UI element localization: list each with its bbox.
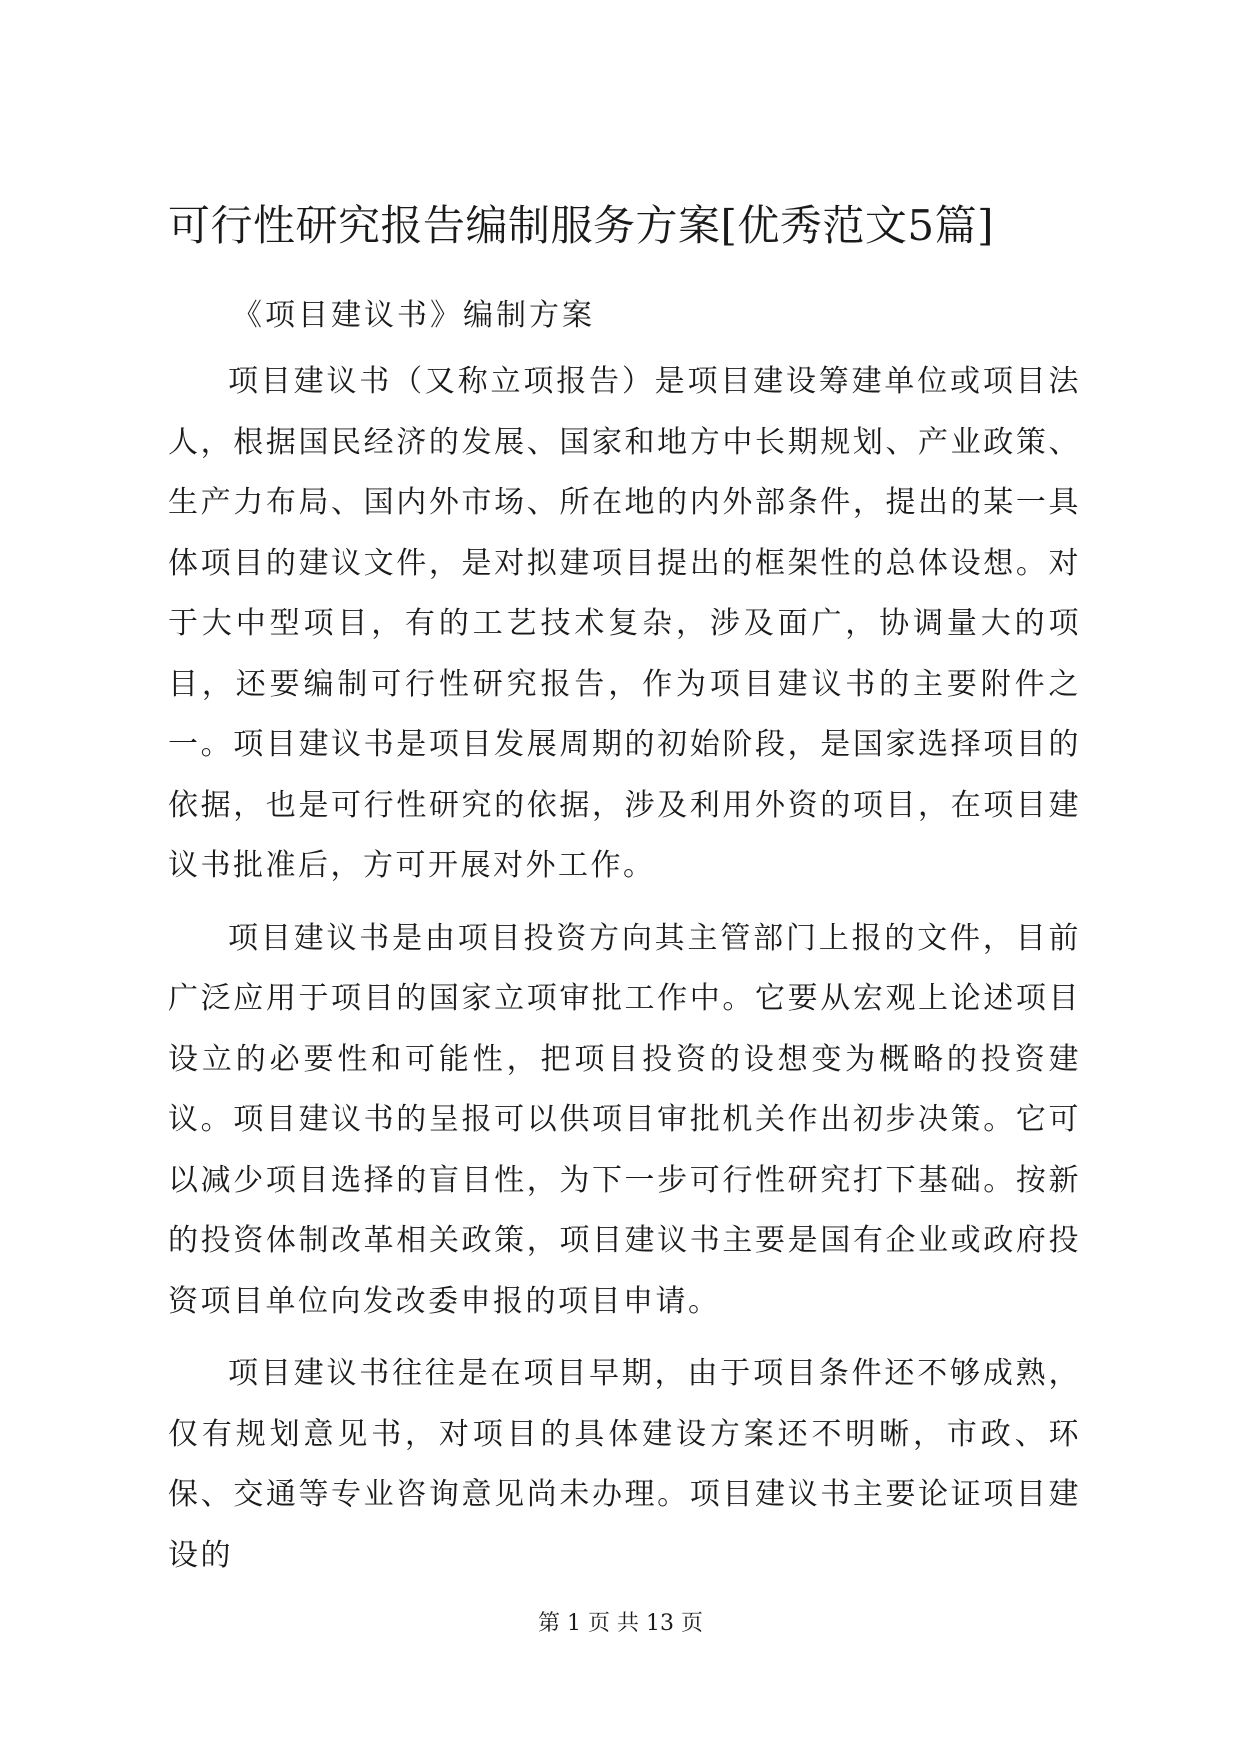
body-paragraph: 项目建议书往往是在项目早期，由于项目条件还不够成熟，仅有规划意见书，对项目的具体建设方案还不明晰，市政、环保、交通等专业咨询意见尚未办理。项目建议书主要论证项目建设的 [168,1356,1081,1573]
body-paragraph: 项目建议书是由项目投资方向其主管部门上报的文件，目前广泛应用于项目的国家立项审批工作中。它要从宏观上论述项目设立的必要性和可能性，把项目投资的设想变为概略的投资建议。项目建议书的呈报可以供项目审批机关作出初步决策。它可以减少项目选择的盲目性，为下一步可行性研究打下基础。按新的投资体制改革相关政策，项目建议书主要是国有企业或政府投资项目单位向发改委申报的项目申请。 [168,920,1081,1319]
document-title: 可行性研究报告编制服务方案[优秀范文5篇] [168,201,994,250]
body-paragraph: 项目建议书（又称立项报告）是项目建设筹建单位或项目法人，根据国民经济的发展、国家和地方中长期规划、产业政策、生产力布局、国内外市场、所在地的内外部条件，提出的某一具体项目的建议文件，是对拟建项目提出的框架性的总体设想。对于大中型项目，有的工艺技术复杂，涉及面广，协调量大的项目，还要编制可行性研究报告，作为项目建议书的主要附件之一。项目建议书是项目发展周期的初始阶段，是国家选择项目的依据，也是可行性研究的依据，涉及利用外资的项目，在项目建议书批准后，方可开展对外工作。 [168,364,1081,883]
document-subtitle: 《项目建议书》编制方案 [232,298,595,333]
page-number-footer: 第 1 页 共 13 页 [538,1611,703,1636]
document-body [168,352,1081,1598]
